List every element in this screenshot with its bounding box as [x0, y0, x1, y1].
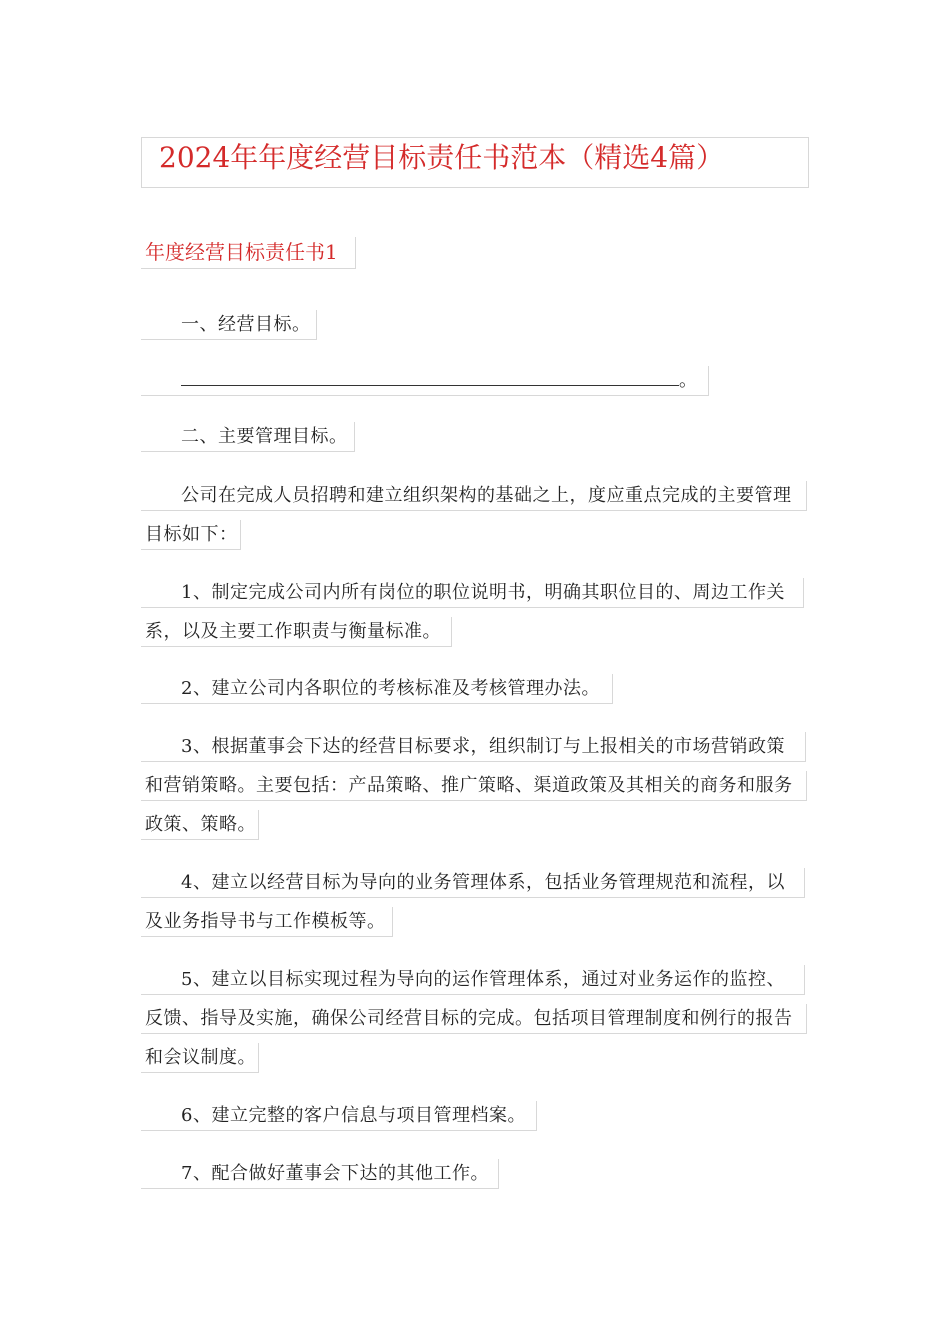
item-2: 2、建立公司内各职位的考核标准及考核管理办法。 [141, 674, 613, 704]
item-1-line2: 系，以及主要工作职责与衡量标准。 [141, 617, 452, 647]
item-5-line3: 和会议制度。 [141, 1043, 259, 1073]
paragraph-intro-line2: 目标如下： [141, 520, 241, 550]
item-6: 6、建立完整的客户信息与项目管理档案。 [141, 1101, 537, 1131]
paragraph-operating-goal: 一、经营目标。 [141, 310, 317, 340]
blank-underline [181, 367, 679, 386]
item-5-line1: 5、建立以目标实现过程为导向的运作管理体系，通过对业务运作的监控、 [141, 965, 805, 995]
item-5-line2: 反馈、指导及实施，确保公司经营目标的完成。包括项目管理制度和例行的报告 [141, 1004, 807, 1034]
item-3-line1: 3、根据董事会下达的经营目标要求，组织制订与上报相关的市场营销政策 [141, 732, 806, 762]
section-heading: 年度经营目标责任书1 [141, 237, 356, 269]
blank-fill-line [141, 366, 709, 396]
item-3-line3: 政策、策略。 [141, 810, 259, 840]
blank-line-end: 。 [679, 370, 698, 391]
item-4-line2: 及业务指导书与工作模板等。 [141, 907, 393, 937]
item-7: 7、配合做好董事会下达的其他工作。 [141, 1159, 499, 1189]
item-4-line1: 4、建立以经营目标为导向的业务管理体系，包括业务管理规范和流程，以 [141, 868, 805, 898]
paragraph-management-goals: 二、主要管理目标。 [141, 422, 355, 452]
item-1-line1: 1、制定完成公司内所有岗位的职位说明书，明确其职位目的、周边工作关 [141, 578, 804, 608]
paragraph-intro-line1: 公司在完成人员招聘和建立组织架构的基础之上，度应重点完成的主要管理 [141, 481, 807, 511]
document-title: 2024年年度经营目标责任书范本（精选4篇） [141, 137, 809, 188]
item-3-line2: 和营销策略。主要包括：产品策略、推广策略、渠道政策及其相关的商务和服务 [141, 771, 807, 801]
